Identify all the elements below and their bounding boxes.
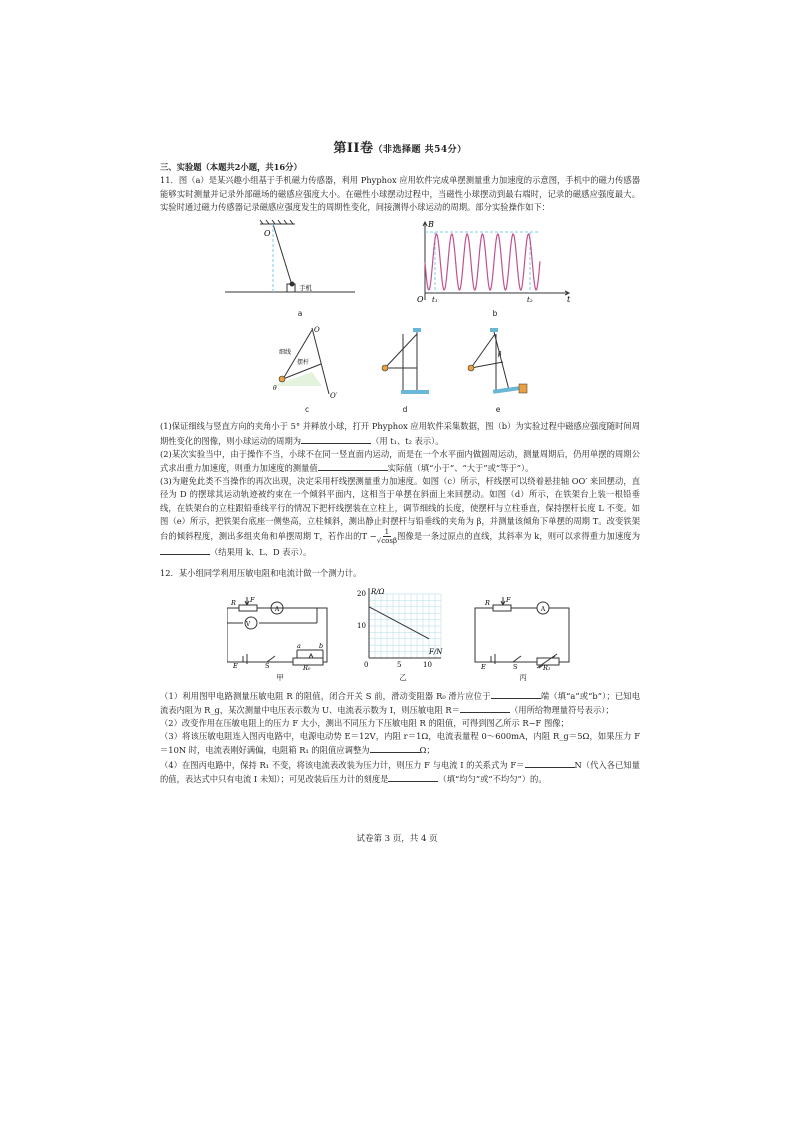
q12-part3: （3）将该压敏电阻连入图丙电路中，电源电动势 E＝12V，内阻 r＝1Ω，电流表量程 0～600mA，内阻 R_g＝5Ω，如果压力 F＝10N 时，电流表刚好满偏，电阻箱 R₁ 的阻值应调整为 Ω； (160, 731, 640, 756)
fig-b-x-label: t (567, 295, 571, 305)
yi-ytick-20: 20 (357, 590, 366, 599)
q12-figures (160, 586, 640, 684)
circuit-jia (227, 596, 333, 684)
q12-part2: （2）改变作用在压敏电阻上的压力 F 大小，测出不同压力下压敏电阻 R 的阻值，可得到图乙所示 R−F 图像； (160, 718, 569, 729)
section-heading: 三、实验题（本题共2小题，共16分） (160, 162, 302, 173)
jia-r0-label: R₀ (303, 664, 311, 671)
yi-xtick-5: 5 (397, 661, 402, 670)
fig-b-y-label: B (428, 220, 434, 230)
jia-s-label: S (265, 662, 270, 671)
fig-c-o-bottom: O′ (330, 392, 338, 401)
fig-a-caption: a (297, 309, 303, 319)
fig-c-caption: c (304, 405, 310, 415)
answer-blank-compare[interactable] (318, 461, 388, 471)
q11-figures-top (160, 218, 640, 320)
fig-b-t1: t₁ (432, 296, 438, 305)
ammeter-label: A (274, 606, 280, 614)
answer-blank-r1[interactable] (370, 743, 420, 753)
circuit-bing-caption: 丙 (519, 673, 527, 683)
bing-ammeter-label: A (540, 606, 546, 614)
q11-figures-bottom (160, 324, 640, 416)
bing-r1-label: R₁ (543, 664, 551, 671)
fig-c-rod-label: 摆杆 (297, 359, 310, 367)
title-subtitle: （非选择题 共54分） (373, 145, 467, 155)
figure-c (267, 324, 347, 416)
q11-part1: (1)保证细线与竖直方向的夹角小于 5° 并释放小球，打开 Phyphox 应用软件采集数据，图（b）为实验过程中磁感应强度随时间周期性变化的图像，则小球运动的周期为 （用 t₁、t₂ 表示）。 (160, 421, 640, 446)
yi-x-label: F/N (429, 648, 443, 657)
answer-blank-gravity[interactable] (160, 545, 210, 555)
answer-blank-end[interactable] (491, 689, 541, 699)
bing-force-label: F (506, 596, 511, 605)
q12-part4: （4）在图丙电路中，保持 R₁ 不变，将该电流表改装为压力计，则压力 F 与电流 I 的关系式为 F＝ N（代入各已知量的值，表达式中只有电流 I 未知）；可见改装后压力计的刻度是 （填“均匀”或“不均匀”）的。 (160, 759, 641, 784)
formula-lhs: T − (361, 531, 377, 542)
fig-b-t2: t₂ (527, 296, 533, 305)
jia-e-label: E (233, 662, 238, 671)
answer-blank-uniform[interactable] (388, 772, 438, 782)
fig-c-o-top: O (314, 326, 320, 335)
exam-page (160, 142, 640, 786)
circuit-jia-caption: 甲 (276, 673, 284, 683)
graph-yi-caption: 乙 (399, 673, 407, 683)
q11-part2: (2)某次实验当中，由于操作不当，小球不在同一竖直面内运动，而是在一个水平面内做圆周运动，测量周期后，仍用单摆的周期公式求出重力加速度，则重力加速度的测量值 实际值（填“小于”、“大于”或“等于”）。 (160, 448, 640, 474)
bing-s-label: S (513, 663, 518, 671)
figure-b (415, 218, 575, 320)
bing-r-label: R (485, 599, 490, 608)
page-title (160, 142, 640, 157)
q11-intro: 11．图（a）是某兴趣小组基于手机磁力传感器，利用 Phyphox 应用软件完成单摆测量重力加速度的示意图，手机中的磁力传感器能够实时测量并记录外部磁场的磁感应强度大小。在磁性小球摆动过程中，当磁性小球摆动到最右端时，记录的磁感应强度最大。实验时通过磁力传感器记录磁感应强度发生的周期性变化，间接测得小球运动的周期。部分实验操作如下： (160, 175, 640, 212)
answer-blank-period[interactable] (301, 434, 371, 444)
fig-b-wave (425, 234, 540, 290)
title-text: 第II卷 (333, 141, 374, 156)
jia-a-label: a (297, 642, 301, 651)
graph-yi (355, 586, 451, 684)
formula-fraction: $\frac{1}{√\cos\beta}$ (376, 528, 397, 546)
fig-c-string-label: 细线 (279, 349, 292, 357)
yi-ytick-10: 10 (357, 622, 366, 631)
fig-c-theta: θ (273, 385, 277, 393)
voltmeter-label: V (245, 621, 251, 629)
jia-r-label: R (231, 599, 236, 608)
circuit-bing (473, 596, 573, 684)
figure-a (225, 218, 375, 320)
yi-y-label: R/Ω (371, 588, 385, 597)
page-footer: 试卷第 3 页，共 4 页 (356, 834, 438, 844)
bing-e-label: E (481, 663, 486, 671)
answer-blank-f-expression[interactable] (525, 758, 575, 768)
yi-origin: 0 (364, 661, 369, 670)
fig-a-phone-label: 手机 (299, 284, 312, 293)
fig-d-caption: d (402, 405, 408, 415)
fig-b-origin: O (417, 295, 424, 305)
answer-blank-resistance[interactable] (460, 703, 510, 713)
figure-e (463, 324, 533, 416)
figure-d (375, 324, 435, 416)
fig-e-beta: β (498, 351, 502, 359)
fig-a-o-label: O (264, 229, 271, 239)
jia-b-label: b (319, 642, 324, 651)
fig-b-caption: b (492, 309, 498, 319)
fig-e-caption: e (495, 405, 501, 415)
yi-xtick-10: 10 (423, 661, 432, 670)
q11-part3: (3)为避免此类不当操作的再次出现，决定采用杆线摆测量重力加速度。如图（c）所示，杆线摆可以绕着悬挂轴 OO′ 来回摆动，直径为 D 的摆球其运动轨迹被约束在一个倾斜平面内，这相当于单摆在斜面上来回摆动。如图（d）所示，在铁架台上装一根铅垂线，在铁架台的立柱跟铅垂线平行的情况下把杆线摆装在立柱上，调节细线的长度，使摆杆与立柱垂直，保持摆杆长度 L 不变。如图（e）所示，把铁架台底座一侧垫高，立柱倾斜，测出静止时摆杆与铅垂线的夹角为 β，并测量该倾角下单摆的周期 T。改变铁架台的倾斜程度，测出多组夹角和单摆周期 T，若作出的T − $\frac{1}{√\cos\beta}$ 图像是一条过原点的直线，其斜率为 k，则可以求得重力加速度为（结果用 k、L、D 表示）。 (160, 476, 641, 558)
q12-part1: （1）利用图甲电路测量压敏电阻 R 的阻值，闭合开关 S 前，滑动变阻器 R₀ 滑片应位于 端（填“a”或“b”）；已知电流表内阻为 R_g，某次测量中电压表示数为 U、电流表示数为 I，则压敏电阻 R＝ （用所给物理量符号表示）； (160, 690, 640, 715)
q12-intro: 12．某小组同学利用压敏电阻和电流计做一个测力计。 (160, 568, 362, 579)
jia-force-label: F (250, 596, 255, 605)
